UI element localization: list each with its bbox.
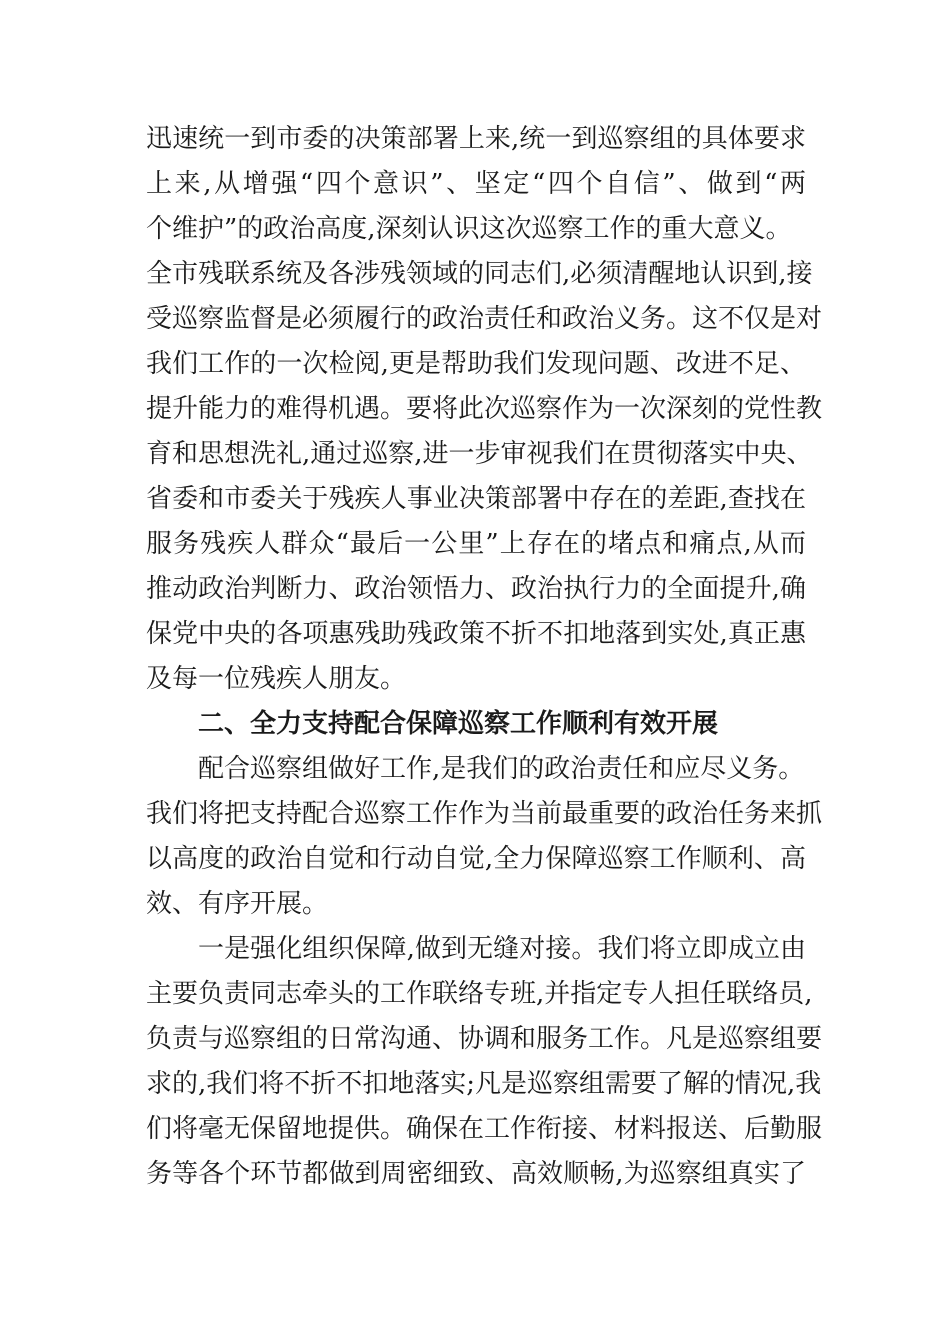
body-text-line: 我们将把支持配合巡察工作作为当前最重要的政治任务来抓 [146,799,823,829]
body-text-line: 主要负责同志牵头的工作联络专班,并指定专人担任联络员, [146,979,813,1009]
body-text-line: 个维护”的政治高度,深刻认识这次巡察工作的重大意义。 [146,214,792,244]
body-text-line: 们将毫无保留地提供。确保在工作衔接、材料报送、后勤服 [146,1114,823,1144]
body-text-line: 上来,从增强“四个意识”、坚定“四个自信”、做到“两 [146,169,806,199]
body-text-line: 求的,我们将不折不扣地落实;凡是巡察组需要了解的情况,我 [146,1069,822,1099]
body-text-line: 省委和市委关于残疾人事业决策部署中存在的差距,查找在 [146,484,806,514]
body-text-line: 受巡察监督是必须履行的政治责任和政治义务。这不仅是对 [146,304,823,334]
body-text-line: 一是强化组织保障,做到无缝对接。我们将立即成立由 [198,934,806,964]
body-text-line: 我们工作的一次检阅,更是帮助我们发现问题、改进不足、 [146,349,806,379]
body-text-line: 负责与巡察组的日常沟通、协调和服务工作。凡是巡察组要 [146,1024,823,1054]
body-text-line: 推动政治判断力、政治领悟力、政治执行力的全面提升,确 [146,574,806,604]
section-heading: 二、全力支持配合保障巡察工作顺利有效开展 [198,709,719,739]
body-text-line: 全市残联系统及各涉残领域的同志们,必须清醒地认识到,接 [146,259,813,289]
body-text-line: 保党中央的各项惠残助残政策不折不扣地落到实处,真正惠 [146,619,806,649]
body-text-line: 效、有序开展。 [146,889,329,919]
body-text-line: 及每一位残疾人朋友。 [146,664,407,694]
body-text-line: 配合巡察组做好工作,是我们的政治责任和应尽义务。 [198,754,805,784]
body-text-line: 以高度的政治自觉和行动自觉,全力保障巡察工作顺利、高 [146,844,806,874]
body-text-line: 育和思想洗礼,通过巡察,进一步审视我们在贯彻落实中央、 [146,439,813,469]
body-text-line: 提升能力的难得机遇。要将此次巡察作为一次深刻的党性教 [146,394,823,424]
body-text-line: 迅速统一到市委的决策部署上来,统一到巡察组的具体要求 [146,124,806,154]
body-text-line: 服务残疾人群众“最后一公里”上存在的堵点和痛点,从而 [146,529,806,559]
body-text-line: 务等各个环节都做到周密细致、高效顺畅,为巡察组真实了 [146,1159,806,1189]
